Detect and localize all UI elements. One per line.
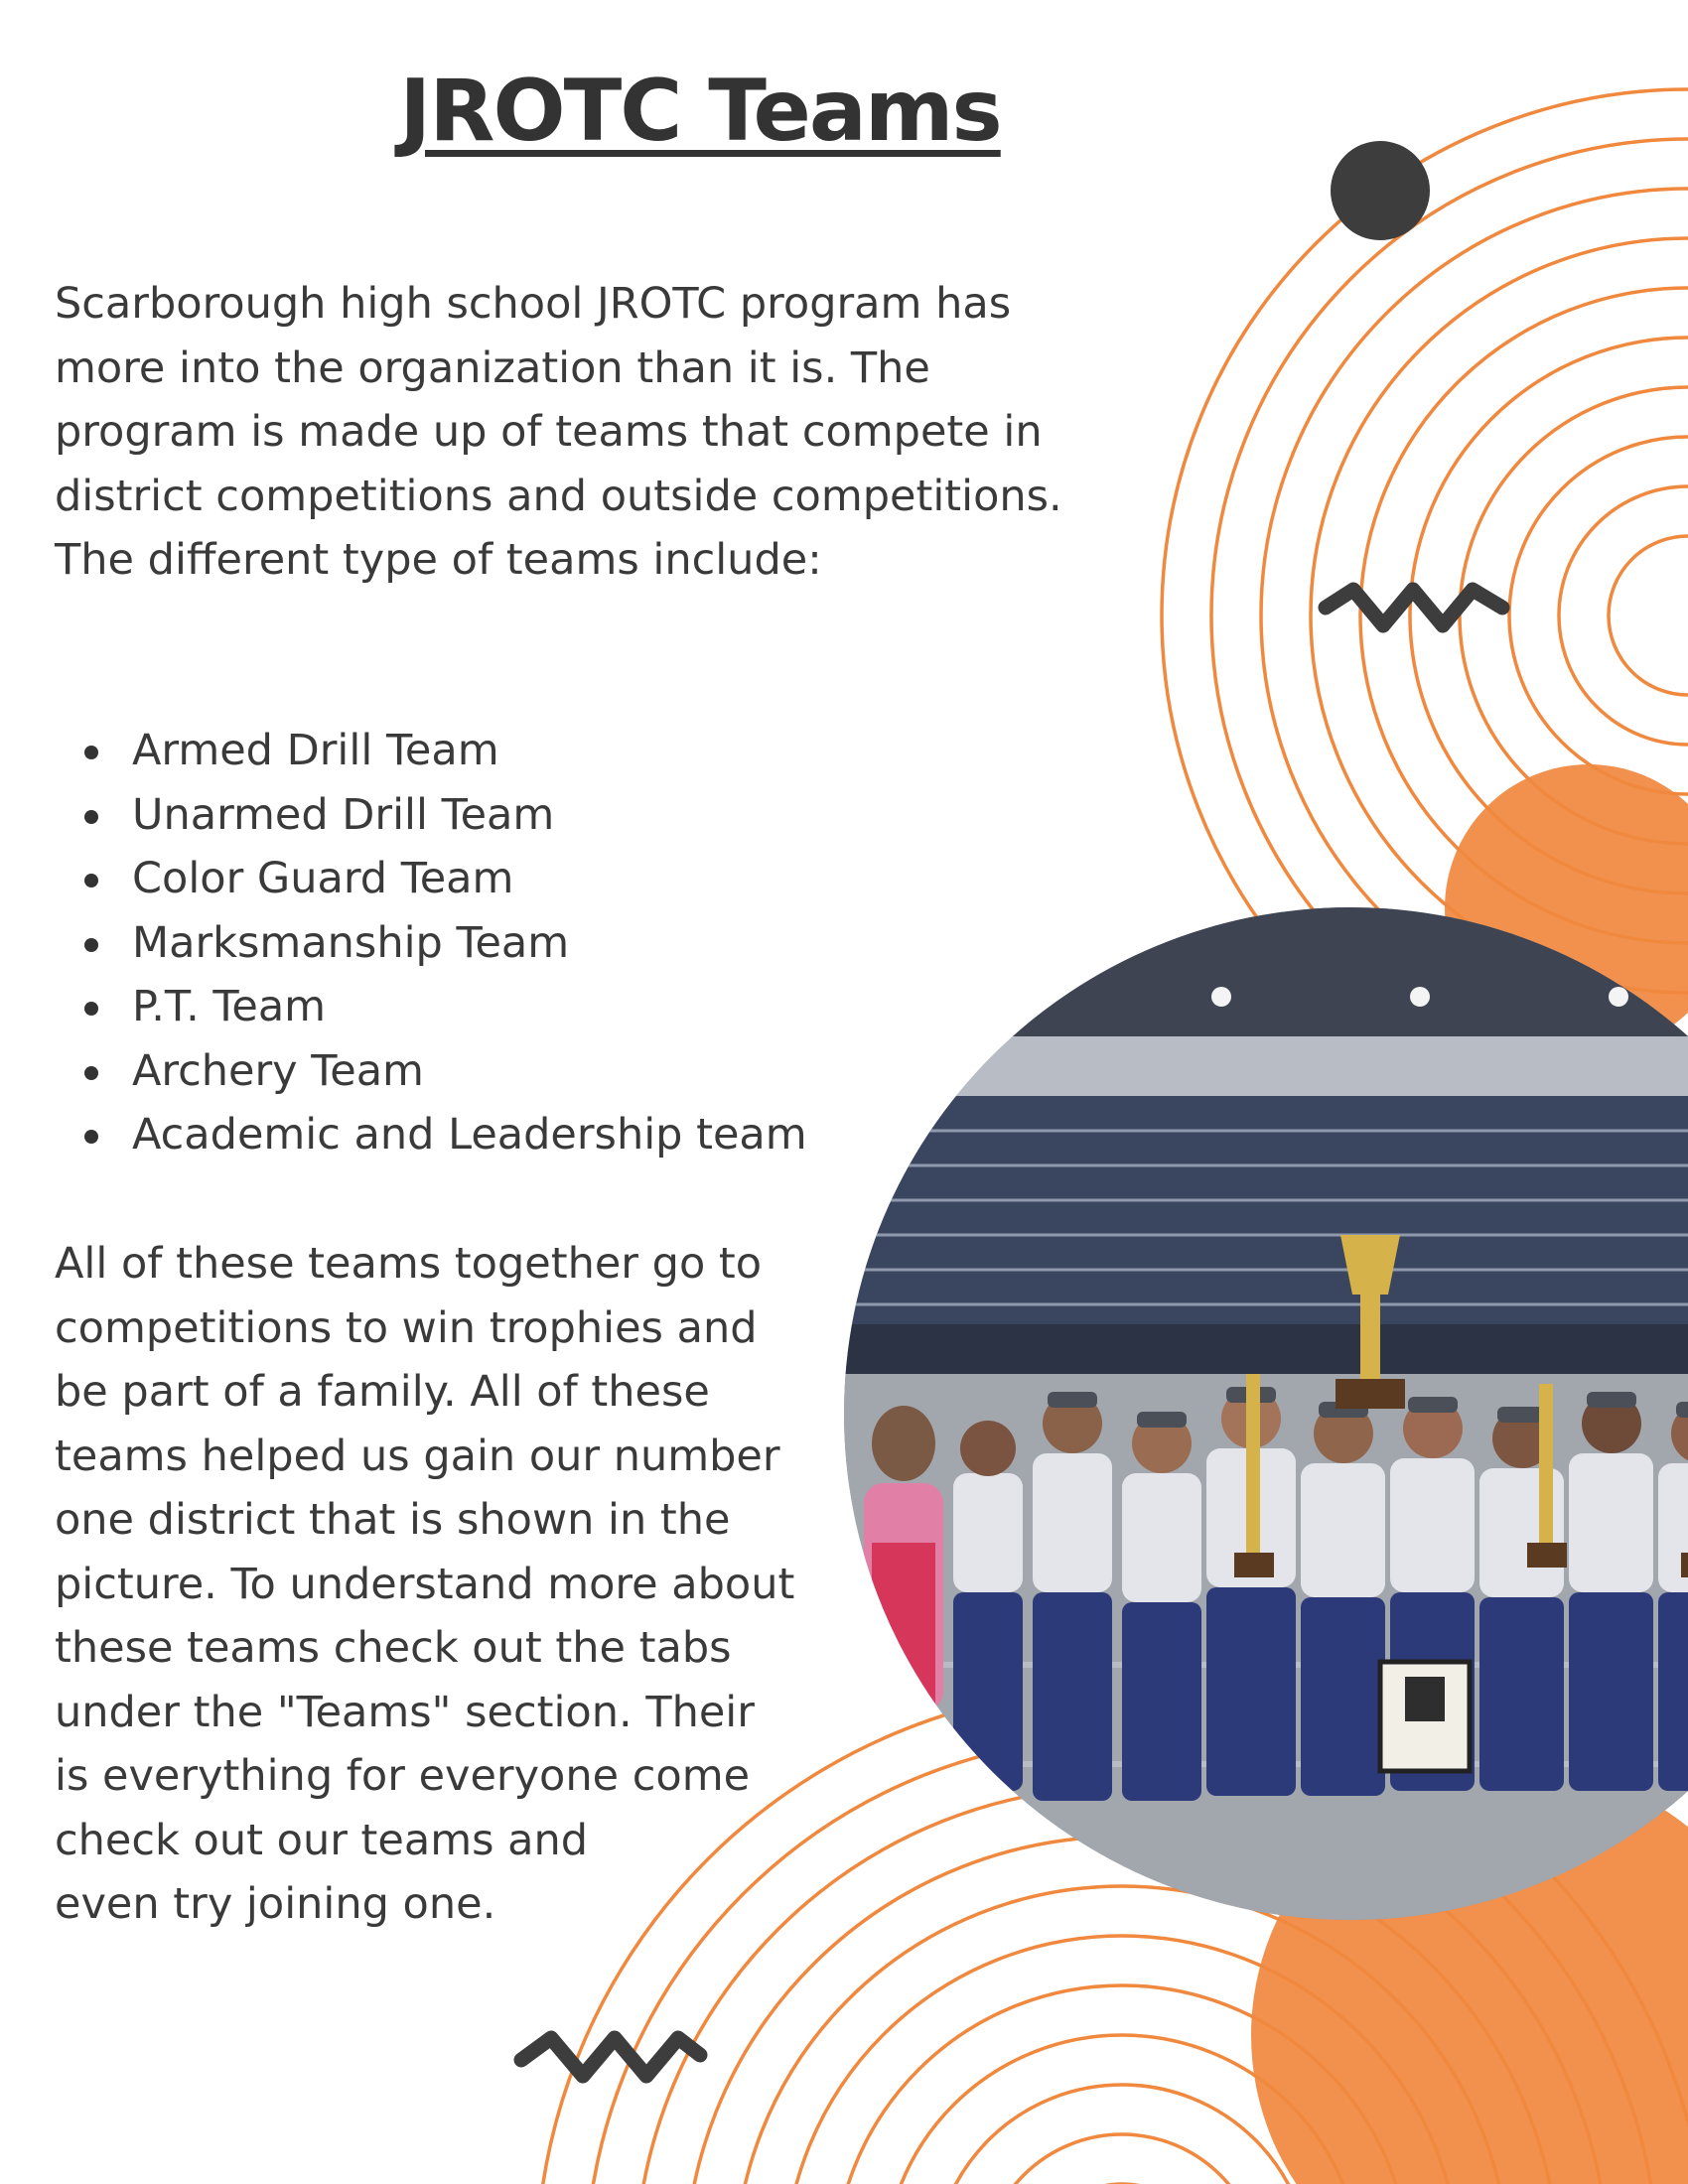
bullet-icon [84, 938, 98, 952]
zigzag-icon [521, 2038, 700, 2076]
team-name: P.T. Team [132, 982, 327, 1031]
team-name: Unarmed Drill Team [132, 789, 555, 840]
list-item [55, 1039, 807, 1104]
team-name: Color Guard Team [132, 854, 514, 903]
closing-line: these teams check out the tabs [55, 1623, 732, 1673]
list-item [55, 911, 807, 976]
closing-line: one district that is shown in the [55, 1495, 731, 1545]
bullet-icon [84, 1130, 98, 1144]
page-title: JROTC Teams [399, 62, 1001, 161]
list-item [55, 719, 807, 783]
closing-line: be part of a family. All of these [55, 1367, 710, 1417]
intro-paragraph: Scarborough high school JROTC program has more into the organization than it is. The program is made up of teams that compete in district competitions and outside competitions. The different type of teams include: [55, 279, 1062, 585]
bullet-icon [84, 1066, 98, 1080]
closing-line: is everything for everyone come [55, 1751, 751, 1801]
list-item [55, 847, 807, 911]
team-name: Academic and Leadership team [132, 1110, 807, 1160]
closing-line: even try joining one. [55, 1879, 496, 1929]
closing-paragraph [55, 1232, 869, 1937]
closing-line: check out our teams and [55, 1815, 589, 1865]
teams-list [55, 719, 807, 1167]
closing-line: teams helped us gain our number [55, 1431, 780, 1481]
bullet-icon [84, 746, 98, 759]
list-item [55, 783, 807, 848]
team-name: Archery Team [132, 1045, 424, 1096]
team-name: Armed Drill Team [132, 726, 499, 775]
bullet-icon [84, 874, 98, 887]
list-item [55, 975, 807, 1039]
bullet-icon [84, 1002, 98, 1016]
list-item [55, 1103, 807, 1167]
closing-line: under the "Teams" section. Their [55, 1687, 755, 1737]
closing-line: All of these teams together go to [55, 1239, 763, 1289]
closing-line: picture. To understand more about [55, 1559, 795, 1609]
zigzag-icon [1326, 590, 1502, 625]
closing-line: competitions to win trophies and [55, 1302, 758, 1353]
team-name: Marksmanship Team [132, 917, 570, 968]
bullet-icon [84, 810, 98, 824]
